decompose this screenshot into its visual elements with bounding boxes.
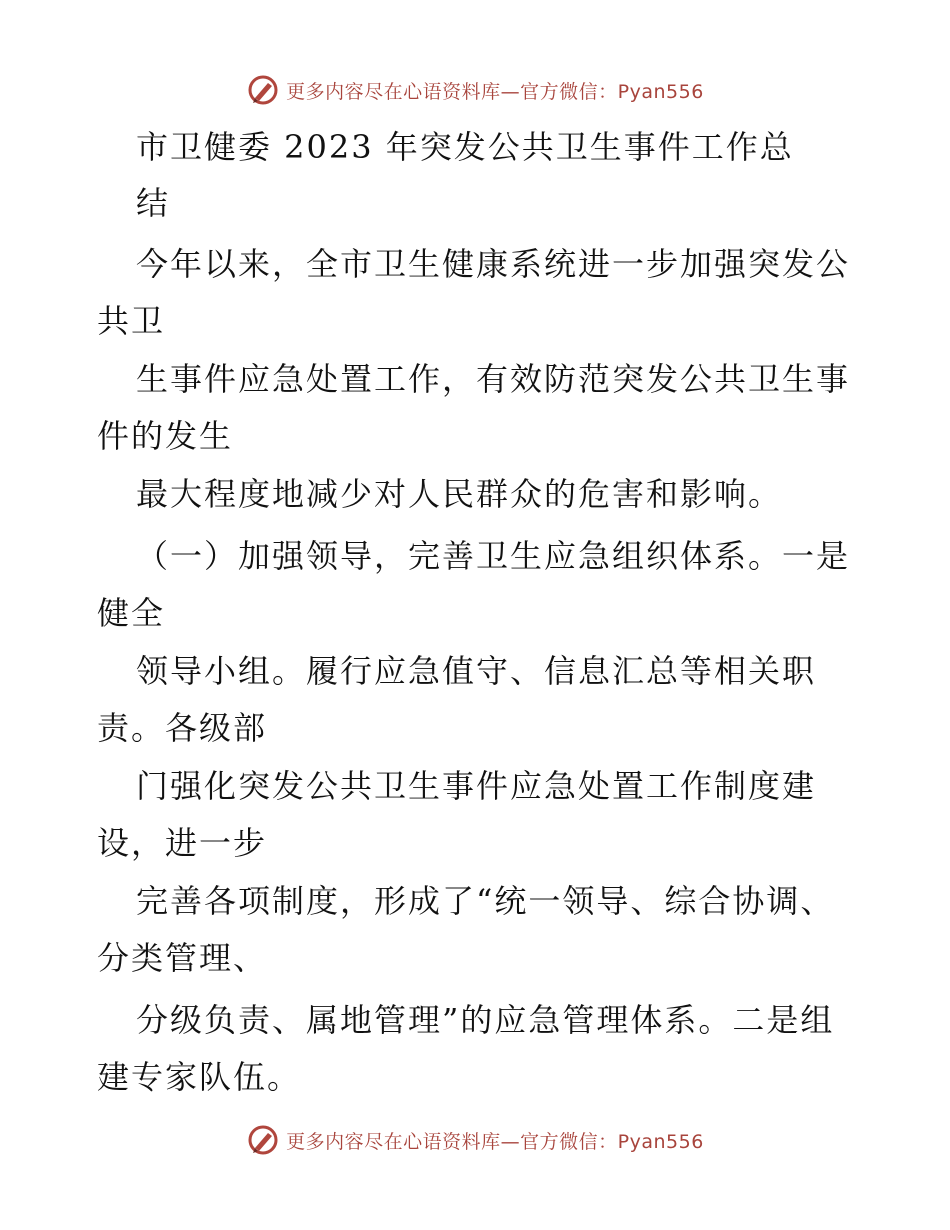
pen-logo-icon [246,1123,280,1157]
paragraph-line: 分级负责、属地管理”的应急管理体系。二是组 [136,1001,835,1039]
paragraph-line: 今年以来，全市卫生健康系统进一步加强突发公 [136,245,851,283]
paragraph-line: 责。各级部 [97,709,268,747]
paragraph-line: 建专家队伍。 [97,1058,302,1096]
paragraph-line: 件的发生 [97,417,234,455]
doc-title-line-1: 市卫健委 2023 年突发公共卫生事件工作总 [136,128,794,166]
paragraph-line: 完善各项制度，形成了“统一领导、综合协调、 [136,882,835,920]
paragraph-line: 健全 [97,594,166,632]
paragraph-line: 共卫 [97,302,166,340]
paragraph-line: 分类管理、 [97,939,268,977]
paragraph-line: 领导小组。履行应急值守、信息汇总等相关职 [136,652,817,690]
footer-watermark [0,1122,950,1158]
paragraph-line: （一）加强领导，完善卫生应急组织体系。一是 [136,537,851,575]
pen-logo-icon [246,73,280,107]
doc-title-line-2: 结 [136,184,171,222]
watermark-text: 更多内容尽在心语资料库—官方微信：Pyan556 [286,1130,704,1153]
header-watermark [0,72,950,108]
paragraph-line: 最大程度地减少对人民群众的危害和影响。 [136,475,783,513]
paragraph-line: 门强化突发公共卫生事件应急处置工作制度建 [136,767,817,805]
watermark-text: 更多内容尽在心语资料库—官方微信：Pyan556 [286,80,704,103]
paragraph-line: 设，进一步 [97,824,268,862]
paragraph-line: 生事件应急处置工作，有效防范突发公共卫生事 [136,360,851,398]
